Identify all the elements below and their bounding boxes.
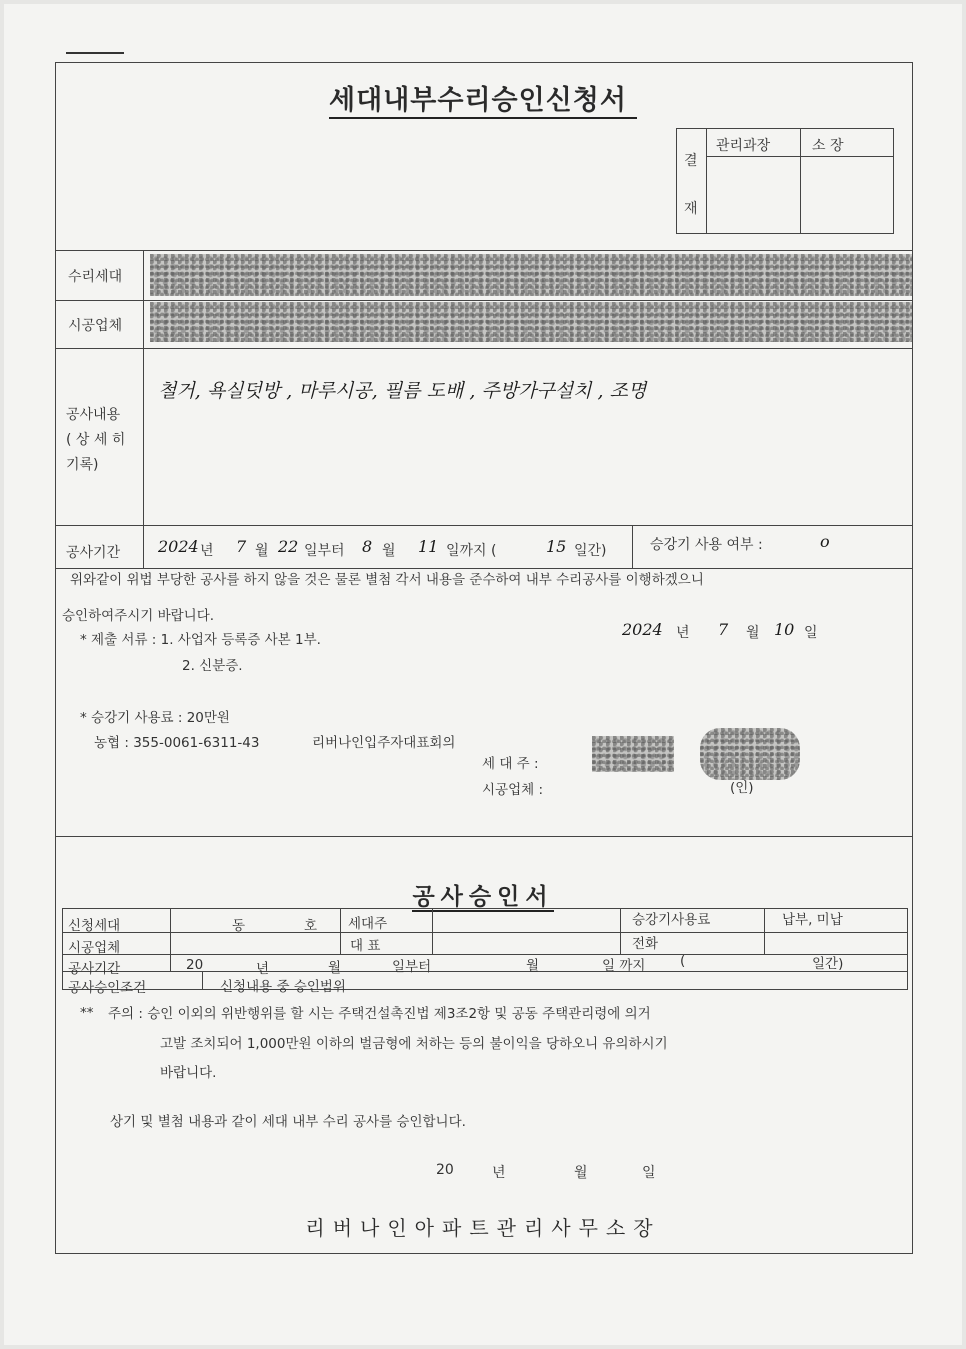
redacted-contractor: [150, 302, 912, 342]
period-from: 일부터: [304, 543, 345, 559]
submit-documents-item2: 2. 신분증.: [182, 658, 243, 674]
elevator-usage-value: o: [820, 532, 830, 551]
period-start-month: 7: [236, 537, 247, 556]
period-year: 2024: [158, 537, 199, 556]
period-days: 15: [546, 537, 567, 556]
contractor-label: 시공업체: [68, 318, 123, 334]
period-until: 일까지 (: [446, 543, 497, 559]
bank-holder: 리버나인입주자대표회의: [312, 735, 456, 751]
bank-account: 농협 : 355-0061-6311-43: [94, 735, 260, 751]
cert-period-year-unit: 년: [256, 961, 270, 977]
work-content-label: 공사내용: [66, 407, 121, 423]
cert-period-year: 20: [186, 957, 204, 973]
management-office-name: 리버나인아파트관리사무소장: [305, 1216, 661, 1240]
pledge-line-2: 승인하여주시기 바랍니다.: [62, 608, 215, 624]
redacted-household-head: [592, 736, 674, 772]
note-line-3: 바랍니다.: [160, 1065, 217, 1081]
work-content-label-detail: ( 상 세 히: [66, 432, 126, 448]
approve-statement: 상기 및 별첨 내용과 같이 세대 내부 수리 공사를 승인합니다.: [110, 1114, 466, 1130]
period-end-month-unit: 월: [382, 543, 396, 559]
note-line-1: 주의 : 승인 이외의 위반행위를 할 시는 주택건설촉진법 제3조2항 및 공동 주택관리령에 의거: [108, 1006, 651, 1022]
apply-date-year: 2024: [622, 620, 663, 639]
redacted-repair-unit: [150, 254, 912, 296]
cert-condition-value: 신청내용 중 승인범위: [220, 979, 346, 995]
period-days-unit: 일간): [574, 543, 607, 559]
approval-col-manager: 관리과장: [716, 138, 771, 154]
apply-date-month-unit: 월: [746, 625, 760, 641]
work-content-value: 철거, 욕실덧방 , 마루시공, 필름 도배 , 주방가구설치 , 조명: [158, 380, 647, 402]
submit-documents: * 제출 서류 : 1. 사업자 등록증 사본 1부.: [80, 632, 321, 648]
cert-period-paren: (: [680, 953, 686, 969]
approval-stamp-box: [676, 128, 894, 234]
apply-date-month: 7: [718, 620, 729, 639]
approve-date-day-unit: 일: [642, 1165, 656, 1181]
note-line-2: 고발 조치되어 1,000만원 이하의 벌금형에 처하는 등의 불이익을 당하오니 유의하시기: [160, 1036, 668, 1052]
top-mark: [66, 52, 124, 54]
elevator-fee: * 승강기 사용료 : 20만원: [80, 710, 230, 726]
period-label: 공사기간: [66, 545, 121, 561]
period-month-unit: 월: [255, 543, 269, 559]
cert-contractor-label: 시공업체: [68, 940, 121, 956]
cert-representative-label: 대 표: [350, 938, 381, 954]
approve-date-year-unit: 년: [492, 1165, 506, 1181]
cert-dong: 동: [232, 918, 246, 934]
cert-period-month: 월: [328, 960, 342, 976]
repair-unit-label: 수리세대: [68, 269, 123, 285]
note-mark: **: [80, 1005, 94, 1021]
period-start-day: 22: [278, 537, 299, 556]
cert-condition-label: 공사승인조건: [68, 980, 147, 996]
seal-mark: (인): [730, 780, 754, 796]
cert-period-label: 공사기간: [68, 961, 121, 977]
period-end-month: 8: [362, 537, 373, 556]
cert-phone-label: 전화: [632, 936, 659, 952]
elevator-usage-label: 승강기 사용 여부 :: [650, 537, 763, 553]
apply-date-day-unit: 일: [804, 625, 818, 641]
household-head-label: 세 대 주 :: [482, 756, 539, 772]
approval-label-bottom: 재: [684, 201, 698, 217]
approval-col-director: 소 장: [812, 138, 844, 154]
approve-date-year: 20: [436, 1162, 454, 1178]
cert-elevator-fee-label: 승강기사용료: [632, 912, 711, 928]
period-end-day: 11: [418, 537, 439, 556]
period-year-unit: 년: [200, 543, 214, 559]
cert-period-month2: 월: [526, 958, 540, 974]
approve-date-month-unit: 월: [574, 1165, 588, 1181]
cert-fee-status: 납부, 미납: [782, 912, 843, 928]
form-title: 세대내부수리승인신청서: [0, 78, 966, 117]
cert-period-from: 일부터: [392, 959, 432, 975]
approval-label-top: 결: [684, 153, 698, 169]
approval-cert-title: 공사승인서: [412, 884, 554, 910]
work-content-label-record: 기록): [66, 457, 99, 473]
redacted-seal: [700, 728, 800, 780]
cert-period-days: 일간): [812, 956, 844, 972]
cert-ho: 호: [304, 918, 318, 934]
apply-date-day: 10: [774, 620, 795, 639]
cert-period-until: 일 까지: [602, 958, 646, 974]
pledge-line-1: 위와같이 위법 부당한 공사를 하지 않을 것은 물론 별첨 각서 내용을 준수하여 내부 수리공사를 이행하겠으니: [70, 572, 704, 588]
cert-household-label: 신청세대: [68, 918, 121, 934]
apply-date-year-unit: 년: [676, 625, 690, 641]
contractor-sign-label: 시공업체 :: [482, 782, 544, 798]
cert-head-label: 세대주: [348, 916, 388, 932]
